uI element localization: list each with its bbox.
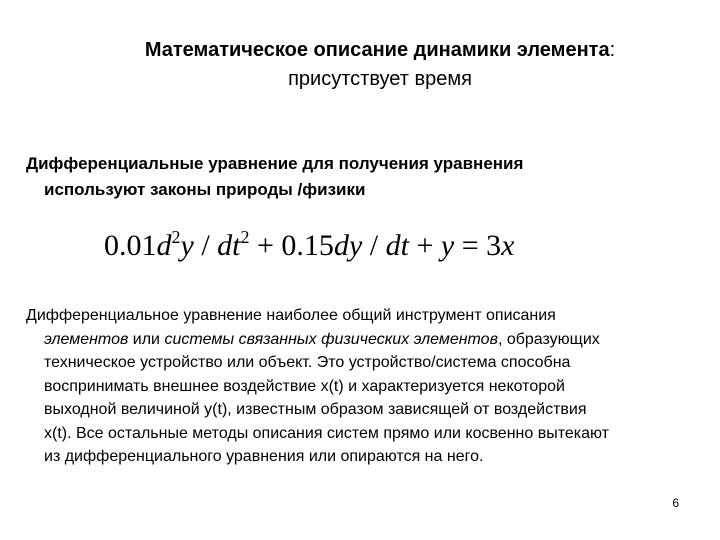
body-line-1: Дифференциальное уравнение наиболее общий инструмент описания	[26, 307, 556, 324]
eq-exp-1: 2	[171, 227, 181, 247]
bold-paragraph-line-1: Дифференциальные уравнение для получения уравнения	[26, 154, 524, 173]
eq-plus-coef: + 0.15	[249, 229, 334, 262]
body-line-7: из дифференциального уравнения или опираются на него.	[44, 448, 484, 465]
title-line-2: присутствует время	[288, 68, 472, 90]
eq-slash-2: /	[362, 229, 386, 262]
eq-dy: dy	[333, 229, 363, 262]
eq-slash-1: /	[193, 229, 218, 262]
body-line-2-italic-2: системы связанных физических элементов	[164, 330, 498, 348]
body-line-3: техническое устройство или объект. Это устройство/система способна	[44, 354, 571, 371]
bold-paragraph-line-2: используют законы природы /физики	[44, 180, 366, 199]
body-line-2-mid: или	[128, 330, 165, 348]
eq-plus-2: +	[408, 229, 441, 262]
eq-exp-2: 2	[240, 227, 250, 247]
eq-dt-1: dt	[217, 229, 241, 262]
eq-x: x	[501, 229, 515, 262]
body-line-2	[26, 328, 706, 352]
eq-d: d	[156, 229, 172, 262]
body-line-5: выходной величиной y(t), известным образом зависящей от воздействия	[44, 401, 587, 418]
eq-y-2: y	[440, 229, 455, 262]
body-line-4: воспринимать внешнее воздействие x(t) и характеризуется некоторой	[44, 377, 565, 395]
slide-title	[60, 36, 700, 94]
differential-equation	[104, 226, 514, 266]
page-number: 6	[672, 496, 679, 510]
bold-paragraph	[26, 151, 686, 203]
eq-y-1: y	[180, 229, 194, 262]
body-line-6: x(t). Все остальные методы описания систем прямо или косвенно вытекают	[44, 424, 609, 442]
eq-dt-2: dt	[385, 229, 409, 262]
body-paragraph	[26, 304, 706, 469]
eq-equals: = 3	[454, 229, 502, 262]
title-colon: :	[609, 39, 616, 61]
title-line-1	[60, 36, 700, 65]
body-line-2-italic-1: элементов	[44, 330, 129, 348]
body-line-2-end: , образующих	[497, 330, 600, 348]
title-line-1-text: Математическое описание динамики элемента	[144, 39, 610, 61]
eq-coef-1: 0.01	[104, 229, 157, 262]
